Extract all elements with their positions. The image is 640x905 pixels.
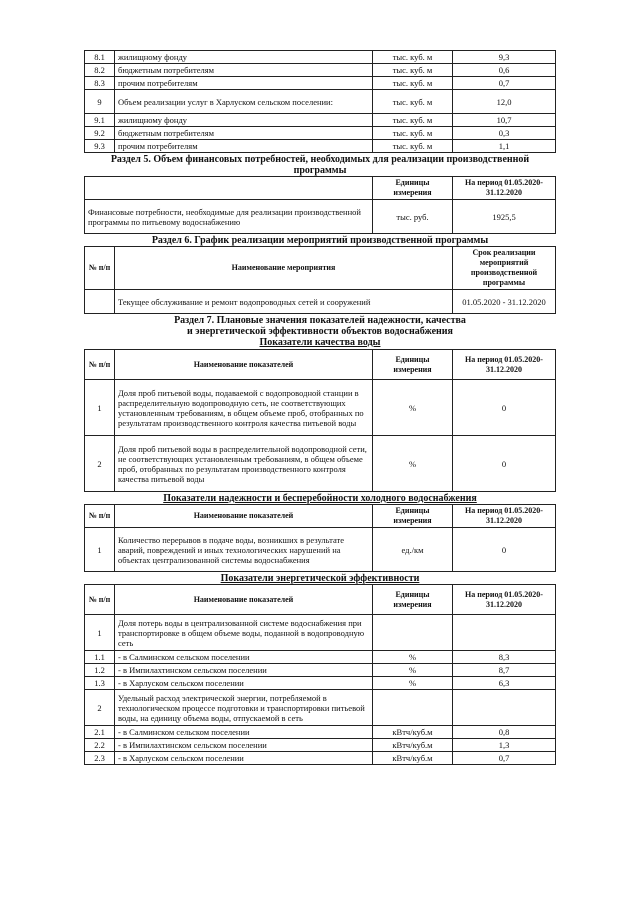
table-row [85, 90, 556, 114]
reliability-subtitle: Показатели надежности и бесперебойности холодного водоснабжения [163, 493, 477, 504]
row-name: жилищному фонду [115, 114, 373, 127]
header-period: На период 01.05.2020-31.12.2020 [453, 350, 556, 380]
row-number: 1.2 [85, 664, 115, 677]
schedule-row-term: 01.05.2020 - 31.12.2020 [453, 290, 556, 314]
energy-table [84, 584, 556, 765]
row-name: Доля проб питьевой воды в распределительной водопроводной сети, не соответствующих установленным требованиям, в общем объеме проб, отобранных по результатам производственного контроля качества питьевой воды [115, 436, 373, 492]
row-name: бюджетным потребителям [115, 64, 373, 77]
financial-table [84, 176, 556, 234]
table-row [85, 726, 556, 739]
row-name: бюджетным потребителям [115, 127, 373, 140]
section6-title: Раздел 6. График реализации мероприятий производственной программы [151, 235, 489, 246]
row-number: 9.1 [85, 114, 115, 127]
table-row [85, 64, 556, 77]
table-row [85, 140, 556, 153]
quality-subtitle: Показатели качества воды [259, 337, 381, 348]
header-period: На период 01.05.2020-31.12.2020 [453, 177, 556, 200]
header-measure: Наименование мероприятия [115, 247, 453, 290]
row-unit [373, 615, 453, 651]
row-number: 8.1 [85, 51, 115, 64]
row-value: 0,7 [453, 77, 556, 90]
row-unit: тыс. куб. м [373, 140, 453, 153]
row-unit: тыс. куб. м [373, 114, 453, 127]
row-number: 8.2 [85, 64, 115, 77]
section7-title-line1: Раздел 7. Плановые значения показателей надежности, качества [174, 315, 466, 326]
table-row [85, 664, 556, 677]
table-row [85, 615, 556, 651]
quality-table [84, 349, 556, 492]
row-name: - в Харлуском сельском поселении [115, 677, 373, 690]
table-row [85, 127, 556, 140]
row-number: 1 [85, 380, 115, 436]
row-number: 2.1 [85, 726, 115, 739]
header-unit: Единицы измерения [373, 505, 453, 528]
row-name: прочим потребителям [115, 140, 373, 153]
row-number: 1.3 [85, 677, 115, 690]
row-unit: тыс. куб. м [373, 51, 453, 64]
row-name: Доля потерь воды в централизованной системе водоснабжения при транспортировке в общем объеме воды, поданной в водопроводную сеть [115, 615, 373, 651]
table-row [85, 436, 556, 492]
row-unit: кВтч/куб.м [373, 726, 453, 739]
row-value: 12,0 [453, 90, 556, 114]
table-row [85, 690, 556, 726]
row-value: 1,3 [453, 739, 556, 752]
schedule-row-name: Текущее обслуживание и ремонт водопроводных сетей и сооружений [115, 290, 453, 314]
row-number: 1 [85, 615, 115, 651]
section7-title-line2: и энергетической эффективности объектов водоснабжения [187, 326, 453, 337]
row-name: - в Салминском сельском поселении [115, 651, 373, 664]
row-unit: % [373, 380, 453, 436]
row-name: Объем реализации услуг в Харлуском сельском поселении: [115, 90, 373, 114]
row-unit: ед./км [373, 528, 453, 572]
header-period: На период 01.05.2020-31.12.2020 [453, 505, 556, 528]
table-row [85, 380, 556, 436]
table-row [85, 739, 556, 752]
row-value: 8,3 [453, 651, 556, 664]
row-name: Доля проб питьевой воды, подаваемой с водопроводной станции в распределительную водопроводную сеть, не соответствующих установленным требованиям, в общем объеме проб, отобранных по результатам производственного контроля качества питьевой воды [115, 380, 373, 436]
financial-row-value: 1925,5 [453, 200, 556, 234]
row-name: жилищному фонду [115, 51, 373, 64]
table-row [85, 651, 556, 664]
row-name: прочим потребителям [115, 77, 373, 90]
row-unit: % [373, 677, 453, 690]
row-value: 6,3 [453, 677, 556, 690]
header-num: № п/п [85, 350, 115, 380]
row-value: 10,7 [453, 114, 556, 127]
header-term: Срок реализации мероприятий производственной программы [453, 247, 556, 290]
row-value: 0 [453, 528, 556, 572]
financial-row-name: Финансовые потребности, необходимые для реализации производственной программы по питьевому водоснабжению [85, 200, 373, 234]
reliability-table [84, 504, 556, 572]
header-unit: Единицы измерения [373, 177, 453, 200]
table-row [85, 77, 556, 90]
row-value: 8,7 [453, 664, 556, 677]
row-value: 0 [453, 380, 556, 436]
table-row [85, 677, 556, 690]
header-num: № п/п [85, 585, 115, 615]
row-name: - в Импилахтинском сельском поселении [115, 739, 373, 752]
row-value: 0,7 [453, 752, 556, 765]
row-value [453, 615, 556, 651]
row-value: 0,8 [453, 726, 556, 739]
row-unit: тыс. куб. м [373, 127, 453, 140]
row-unit: % [373, 436, 453, 492]
document-page [84, 50, 556, 765]
table-row [85, 528, 556, 572]
row-value: 0,3 [453, 127, 556, 140]
row-number: 9 [85, 90, 115, 114]
energy-subtitle: Показатели энергетической эффективности [220, 573, 420, 584]
row-name: Количество перерывов в подаче воды, возникших в результате аварий, повреждений и иных технологических нарушений на объектах централизованной системы водоснабжения [115, 528, 373, 572]
header-indicator: Наименование показателей [115, 505, 373, 528]
row-unit: % [373, 664, 453, 677]
row-number: 9.3 [85, 140, 115, 153]
row-name: Удельный расход электрической энергии, потребляемой в технологическом процессе подготовки и транспортировки питьевой воды, на единицу объема воды, отпускаемой в сеть [115, 690, 373, 726]
row-number: 1 [85, 528, 115, 572]
financial-row-unit: тыс. руб. [373, 200, 453, 234]
row-unit: % [373, 651, 453, 664]
row-number: 8.3 [85, 77, 115, 90]
header-num: № п/п [85, 505, 115, 528]
row-value: 9,3 [453, 51, 556, 64]
row-unit: кВтч/куб.м [373, 739, 453, 752]
header-indicator: Наименование показателей [115, 585, 373, 615]
row-name: - в Харлуском сельском поселении [115, 752, 373, 765]
header-indicator: Наименование показателей [115, 350, 373, 380]
row-unit [373, 690, 453, 726]
section5-title: Раздел 5. Объем финансовых потребностей, необходимых для реализации производственной программы [110, 154, 530, 176]
row-name: - в Импилахтинском сельском поселении [115, 664, 373, 677]
row-value [453, 690, 556, 726]
row-unit: тыс. куб. м [373, 90, 453, 114]
row-number: 9.2 [85, 127, 115, 140]
table-row [85, 114, 556, 127]
row-number: 2 [85, 436, 115, 492]
header-period: На период 01.05.2020-31.12.2020 [453, 585, 556, 615]
row-unit: тыс. куб. м [373, 64, 453, 77]
consumption-table [84, 50, 556, 153]
row-number: 2.3 [85, 752, 115, 765]
row-value: 1,1 [453, 140, 556, 153]
row-value: 0 [453, 436, 556, 492]
row-unit: кВтч/куб.м [373, 752, 453, 765]
row-unit: тыс. куб. м [373, 77, 453, 90]
header-num: № п/п [85, 247, 115, 290]
table-row [85, 752, 556, 765]
schedule-table [84, 246, 556, 314]
row-number: 1.1 [85, 651, 115, 664]
header-unit: Единицы измерения [373, 350, 453, 380]
row-name: - в Салминском сельском поселении [115, 726, 373, 739]
row-value: 0,6 [453, 64, 556, 77]
row-number: 2 [85, 690, 115, 726]
row-number: 2.2 [85, 739, 115, 752]
table-row [85, 51, 556, 64]
header-unit: Единицы измерения [373, 585, 453, 615]
